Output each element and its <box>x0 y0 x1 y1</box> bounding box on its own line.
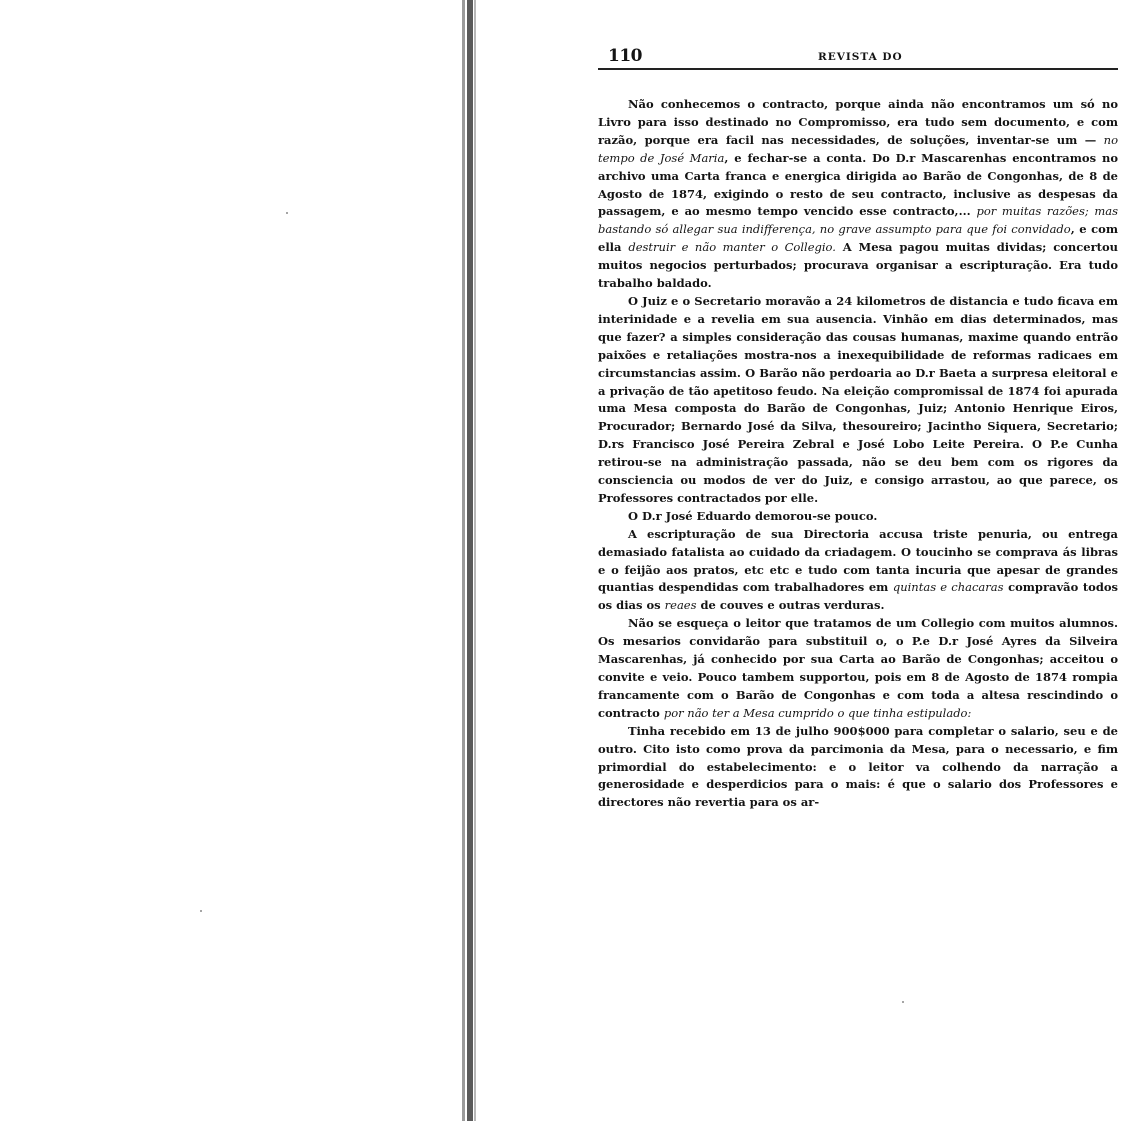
italic-text: por não ter a Mesa cumprido o que tinha estipulado: <box>663 705 972 720</box>
book-gutter-shadow <box>462 0 465 1121</box>
body-paragraph <box>598 508 1118 526</box>
italic-text: no tempo de José Maria <box>598 132 1118 165</box>
paper-speck <box>902 1001 904 1003</box>
body-paragraph <box>598 723 1118 813</box>
paragraph-text: Não se esqueça o leitor que tratamos de um Collegio com muitos alumnos. Os mesarios convidarão para substituil o, o P.e D.r José Ayres da Silveira Mascarenhas, já conhecido por sua Carta ao Barão de Congonhas; acceitou o convite e veio. Pouco tambem supportou, pois em 8 de Agosto de 1874 rompia francamente com o Barão de Congonhas e com toda a altesa rescindindo o contracto <box>598 616 1118 720</box>
paragraph-text: , e fechar-se a conta. Do D.r Mascarenhas encontramos no archivo uma Carta franca e energica dirigida ao Barão de Congonhas, de 8 de Agosto de 1874, exigindo o resto de seu contracto, inclusive as despesas da passagem, e ao mesmo tempo vencido esse contracto,... <box>598 150 1118 219</box>
paragraph-text: O D.r José Eduardo demorou-se pouco. <box>628 508 878 523</box>
body-paragraph <box>598 615 1118 722</box>
italic-text: reaes <box>664 598 697 613</box>
running-head: REVISTA DO <box>818 51 903 63</box>
body-paragraph <box>598 293 1118 508</box>
body-paragraph <box>598 96 1118 293</box>
italic-text: quintas e chacaras <box>892 580 1004 595</box>
italic-text: por muitas razões; mas bastando só allegar sua indifferença, no grave assumpto para que foi convidado <box>598 204 1119 237</box>
book-gutter-edge <box>474 0 476 1121</box>
page-body <box>598 70 1118 812</box>
paragraph-text: O Juiz e o Secretario moravão a 24 kilometros de distancia e tudo ficava em interinidade e a revelia em sua ausencia. Vinhão em dias determinados, mas que fazer? a simples consideração das cousas humanas, maxime quando entrão paixões e retaliações mostra-nos a inexequibilidade de reformas radicaes em circumstancias assim. O Barão não perdoaria ao D.r Baeta a surpresa eleitoral e a privação de tão apetitoso feudo. Na eleição compromissal de 1874 foi apurada uma Mesa composta do Barão de Congonhas, Juiz; Antonio Henrique Eiros, Procurador; Bernardo José da Silva, thesoureiro; Jacintho Siquera, Secretario; D.rs Francisco José Pereira Zebral e José Lobo Leite Pereira. O P.e Cunha retirou-se na administração passada, não se deu bem com os rigores da consciencia ou modos de ver do Juiz, e consigo arrastou, ao que parece, os Professores contractados por elle. <box>598 293 1118 505</box>
paragraph-text: A escripturação de sua Directoria accusa triste penuria, ou entrega demasiado fatalista ao cuidado da criadagem. O toucinho se comprava ás libras e o feijão aos pratos, etc etc e tudo com tanta incuria que apesar de grandes quantias despendidas com trabalhadores em <box>598 526 1118 595</box>
italic-text: destruir e não manter o Collegio. <box>628 240 836 255</box>
page-number: 110 <box>608 46 642 66</box>
paragraph-text: , e com ella <box>598 222 1119 255</box>
paragraph-text: compravão todos os dias os <box>598 580 1118 613</box>
book-page <box>598 46 1118 812</box>
paragraph-text: Tinha recebido em 13 de julho 900$000 para completar o salario, seu e de outro. Cito isto como prova da parcimonia da Mesa, para o necessario, e fim primordial do estabelecimento: e o leitor va colhendo da narração a generosidade e desperdicios para o mais: é que o salario dos Professores e directores não revertia para os ar- <box>598 723 1118 810</box>
body-paragraph <box>598 526 1118 616</box>
paper-speck <box>286 212 288 214</box>
paragraph-text: de couves e outras verduras. <box>696 598 885 613</box>
page-header <box>598 46 1118 70</box>
book-gutter-spine <box>467 0 473 1121</box>
paragraph-text: A Mesa pagou muitas dividas; concertou muitos negocios perturbados; procurava organisar a escripturação. Era tudo trabalho baldado. <box>598 240 1119 291</box>
paragraph-text: Não conhecemos o contracto, porque ainda não encontramos um só no Livro para isso destinado no Compromisso, era tudo sem documento, e com razão, porque era facil nas necessidades, de soluções, inventar-se um — <box>598 97 1118 147</box>
paper-speck <box>200 910 202 912</box>
